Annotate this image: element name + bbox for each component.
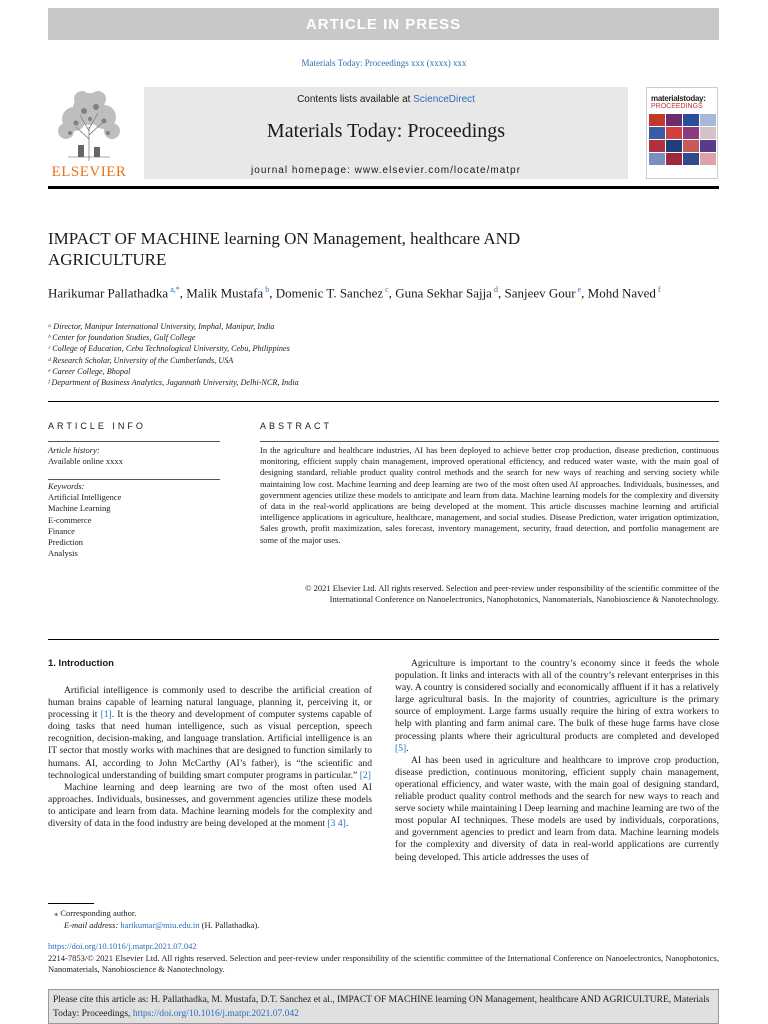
keyword-item: E-commerce — [48, 514, 92, 525]
article-info-rule — [48, 441, 220, 442]
affiliation-line: ᵈ Research Scholar, University of the Cumberlands, USA — [48, 355, 234, 365]
author-affiliation-marker[interactable]: e — [575, 285, 582, 294]
cite-text: Please cite this article as: H. Pallathadka, M. Mustafa, D.T. Sanchez et al., IMPACT OF MACHINE learning ON Management, healthcare AND AGRICULTURE, Materials Today: Proceedings, — [53, 995, 710, 1019]
email-suffix: (H. Pallathadka). — [199, 920, 260, 930]
author-name: Guna Sekhar Sajja — [395, 285, 492, 301]
text-run: . — [345, 818, 349, 830]
cover-title: materialstoday: — [651, 94, 706, 103]
keyword-item: Artificial Intelligence — [48, 492, 122, 503]
author-separator: , — [388, 285, 396, 301]
affiliation-line: ᵇ Center for foundation Studies, Gulf College — [48, 333, 196, 343]
text-run: Artificial intelligence is commonly used to describe the artificial creation of human brains capable of learning natural language, planning it, perceiving it, or processing it — [48, 685, 372, 721]
author-separator: , — [497, 285, 505, 301]
author-name: Malik Mustafa — [186, 285, 264, 301]
sciencedirect-link[interactable]: ScienceDirect — [413, 94, 475, 105]
affiliations — [48, 321, 448, 388]
keyword-item: Finance — [48, 525, 75, 536]
footnote-line — [48, 907, 372, 919]
affiliation-line: ᶜ College of Education, Cebu Technological University, Cebu, Philippines — [48, 344, 290, 354]
journal-title: Materials Today: Proceedings — [266, 120, 506, 142]
footnote-email-line — [48, 919, 372, 931]
elsevier-wordmark: ELSEVIER — [51, 164, 127, 180]
intro-paragraph-3 — [395, 658, 719, 755]
keyword-item: Analysis — [48, 548, 78, 559]
citation-link[interactable]: [5] — [395, 742, 407, 754]
article-in-press-banner: ARTICLE IN PRESS — [48, 8, 719, 40]
affiliation-rule — [48, 401, 719, 402]
author-name: Harikumar Pallathadka — [48, 285, 169, 301]
article-history — [48, 445, 220, 467]
article-title: IMPACT OF MACHINE learning ON Management, healthcare AND AGRICULTURE — [48, 229, 521, 269]
citation-link[interactable]: [2] — [359, 769, 371, 781]
intro-paragraph-2 — [48, 782, 372, 830]
cover-subtitle: PROCEEDINGS — [651, 103, 703, 110]
abstract-rule — [260, 441, 719, 442]
keywords-label: Keywords: — [48, 481, 85, 491]
keywords-block — [48, 481, 220, 559]
footnote-corresponding: Corresponding author. — [60, 908, 137, 918]
journal-homepage[interactable]: journal homepage: www.elsevier.com/locate/matpr — [251, 165, 521, 176]
text-run: . It is the theory and development of computer systems capable of doing tasks that need human intelligence, such as visual perception, speech recognition, decision-making, and language translation. Artificial intelligence is an IT sector that mostly works with machines that are designed to function similarly to humans. AI, according to John McCarthy (AI’s father), is “the scientific and technological understanding of building smart computer programs in particular.” — [48, 709, 372, 781]
header-rule — [48, 186, 719, 189]
author-name: Sanjeev Gour — [504, 285, 576, 301]
contents-prefix: Contents lists available at — [297, 94, 414, 105]
intro-paragraph-1 — [48, 685, 372, 782]
affiliation-line: ᵉ Career College, Bhopal — [48, 366, 131, 376]
intro-paragraph-4: AI has been used in agriculture and healthcare to improve crop production, disease prediction, continuous monitoring, efficient supply chain management, operational efficiency, and water waste, with the main goal of designing standard, reliable product quality control methods and the search for new ways to reach and serve society while maintaining l Deep learning and machine learning are two of the most popular AI techniques. These models are used by individuals, corporations, and government agencies to predict and learn from data. Machine learning models for the complexity and diversity of data in real-world applications are currently being developed. This article addresses the uses of — [395, 754, 719, 863]
history-label: Article history: — [48, 445, 100, 455]
author-email-link[interactable]: harikumar@miu.edu.in — [120, 920, 200, 930]
author-affiliation-marker[interactable]: a,* — [168, 285, 180, 294]
footnote-rule — [48, 903, 94, 904]
journal-reference-link[interactable]: Materials Today: Proceedings xxx (xxxx) xxx — [301, 58, 467, 68]
contents-available-line — [144, 94, 628, 105]
cover-mosaic — [647, 110, 718, 170]
affiliation-line: ᵃ Director, Manipur International University, Imphal, Manipur, India — [48, 322, 275, 331]
citation-box — [48, 989, 719, 1024]
history-value: Available online xxxx — [48, 456, 123, 466]
author-list — [48, 281, 708, 301]
keywords-rule — [48, 479, 220, 480]
author-affiliation-marker[interactable]: b — [263, 285, 270, 294]
introduction-heading: 1. Introduction — [48, 658, 114, 669]
keyword-list — [48, 492, 220, 559]
body-right-column — [395, 658, 719, 864]
text-run: Machine learning and deep learning are two of the most often used AI approaches. Individuals, businesses, and government agencies utilize these models to anticipate and learn from data. Machine learning models for the complexity and diversity of data in the food industry are being developed at the moment — [48, 781, 372, 830]
abstract-copyright: © 2021 Elsevier Ltd. All rights reserved. Selection and peer-review under responsibility of the scientific committee of the International Conference on Nanoelectronics, Nanophotonics, Nanomaterials, Nanobioscience & Nanotechnology. — [305, 583, 719, 605]
author-separator: , — [581, 285, 588, 301]
author-separator: , — [269, 285, 276, 301]
author-affiliation-marker[interactable]: d — [491, 285, 498, 294]
cite-doi-link[interactable]: https://doi.org/10.1016/j.matpr.2021.07.042 — [132, 1009, 299, 1019]
legal-notice: 2214-7853/© 2021 Elsevier Ltd. All rights reserved. Selection and peer-review under responsibility of the scientific committee of the International Conference on Nanoelectronics, Nanophotonics, Nanomaterials, Nanobioscience & Nanotechnology. — [48, 953, 719, 974]
citation-link[interactable]: [1] — [100, 709, 112, 721]
article-info-heading: ARTICLE INFO — [48, 421, 146, 431]
email-label: E-mail address: — [64, 920, 121, 930]
abstract-text: In the agriculture and healthcare industries, AI has been deployed to achieve better crop production, disease prediction, continuous monitoring, efficient supply chain management, improved operational efficiency, and reduced water waste, with the main goal of designing standard, reliable product quality control methods and the search for new ways of reaching and serving society while maintaining low cost. Machine learning and deep learning are two of the most often used AI approaches. Individuals, businesses, and government agencies utilize these models to anticipate and learn from data. Machine learning models for the complexity and diversity of data in the real-world applications are being developed at the moment. This article discusses machine learning and artificial intelligence applications in agriculture, healthcare, management, and social studies. Disease Prediction, water irrigation optimization, Sales growth, profit maximization, sales forecast, inventory management, security, fraud detection, and portfolio management are some of the major uses. — [260, 445, 719, 545]
body-left-column — [48, 685, 372, 830]
affiliation-line: ᶠ Department of Business Analytics, Jagannath University, Delhi-NCR, India — [48, 378, 299, 388]
doi-link[interactable]: https://doi.org/10.1016/j.matpr.2021.07.042 — [48, 941, 197, 951]
author-name: Domenic T. Sanchez — [275, 285, 384, 301]
author-affiliation-marker[interactable]: f — [655, 285, 661, 294]
author-separator: , — [179, 285, 187, 301]
body-rule — [48, 639, 719, 640]
abstract-heading: ABSTRACT — [260, 421, 333, 431]
journal-cover-thumbnail — [646, 87, 718, 179]
corresponding-author-footnote — [48, 907, 372, 931]
citation-link[interactable]: [3 4] — [327, 818, 346, 830]
text-run: Agriculture is important to the country’s economy since it feeds the whole population. It links and interacts with all of the country’s relevant enterprises in this way. A country is considered socially and economically affluent if it has a relatively large agricultural basis. In the majority of countries, agriculture is the primary source of employment. Large farms usually require the hiring of extra workers to help with planting and farm animal care. The bulk of these huge farms have close processing plants where their agricultural products are completed and developed — [395, 658, 719, 742]
footnote-star: ⁎ — [54, 908, 59, 918]
author-name: Mohd Naved — [587, 285, 656, 301]
keyword-item: Prediction — [48, 537, 83, 548]
text-run: . — [406, 742, 409, 754]
author-affiliation-marker[interactable]: c — [383, 285, 389, 294]
keyword-item: Machine Learning — [48, 503, 111, 514]
